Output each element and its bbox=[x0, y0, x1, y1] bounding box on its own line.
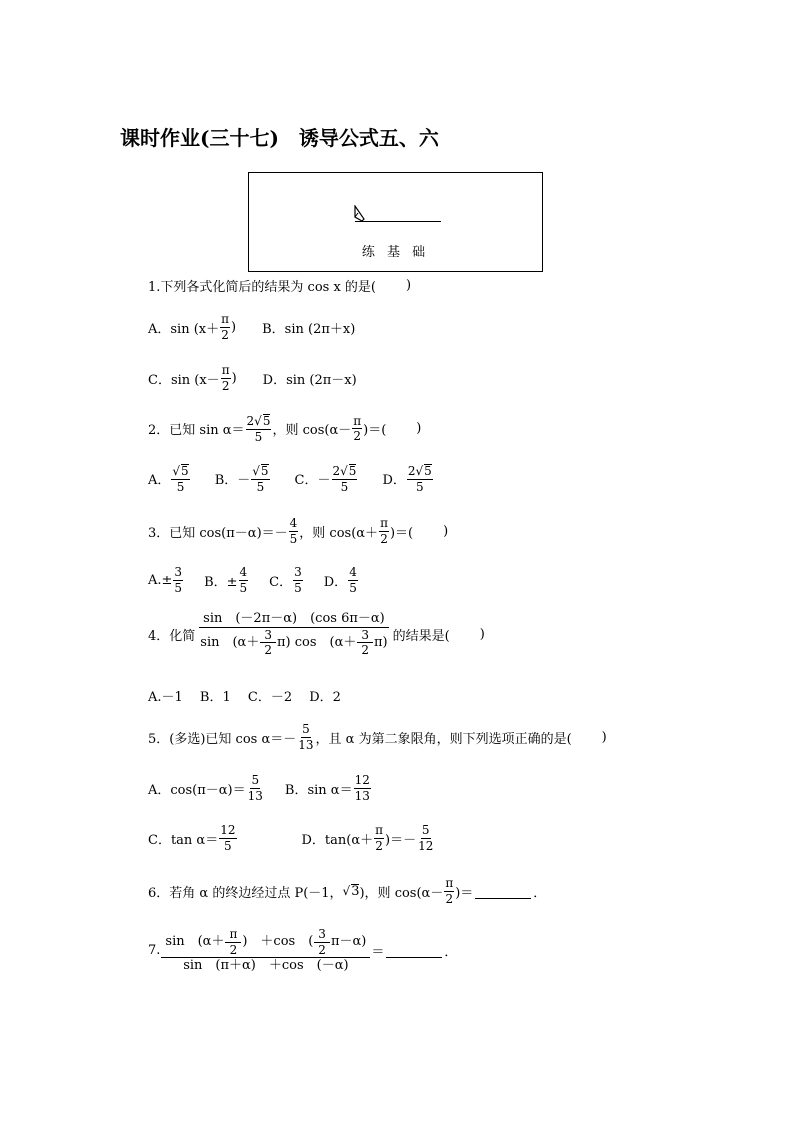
question-3-options bbox=[148, 566, 359, 594]
question-3: 3．已知 cos(π－α)＝－ $\frac{4}{5}$ ，则 cos(α＋ $\frac{\pi}{2}$ )＝( ) bbox=[148, 516, 449, 546]
section-rule bbox=[355, 221, 441, 222]
section-label: 练 基 础 bbox=[361, 245, 430, 260]
question-5: 5．(多选)已知 cos α＝－ $\frac{5}{13}$ ，且 α 为第二象限角，则下列选项正确的是( ) bbox=[148, 722, 607, 752]
question-1-options-ab bbox=[148, 313, 355, 341]
question-2-options bbox=[148, 464, 434, 493]
question-4-options: A.－1 B．1 C．－2 D．2 bbox=[148, 690, 341, 705]
answer-blank[interactable] bbox=[475, 884, 531, 899]
question-1: 1.下列各式化简后的结果为 cos x 的是( ) bbox=[148, 278, 412, 295]
option-d: D．tan(α＋ $\frac{\pi}{2}$ )＝－ $\frac{5}{12}$ bbox=[301, 823, 434, 853]
question-5-options-cd bbox=[148, 824, 435, 852]
option-b: B．sin (2π＋x) bbox=[262, 321, 356, 337]
option-b: B．sin α＝ $\frac{12}{13}$ bbox=[284, 773, 370, 803]
answer-blank[interactable] bbox=[386, 943, 442, 958]
option-d: D．sin (2π－x) bbox=[262, 372, 357, 388]
option-a: A．cos(π－α)＝ $\frac{5}{13}$ bbox=[148, 773, 263, 803]
option-d: D． $\frac{4}{5}$ bbox=[323, 565, 357, 595]
option-c: C． $\frac{3}{5}$ bbox=[269, 565, 302, 595]
option-c: C．－ $\frac{2√5}{5}$ bbox=[294, 464, 357, 494]
option-b: B．± $\frac{4}{5}$ bbox=[204, 565, 248, 595]
option-a: A.± $\frac{3}{5}$ bbox=[148, 565, 183, 595]
question-7: 7. sin (α＋ $\frac{\pi}{2}$ ) ＋cos ( $\frac{3}{2}$ π－α) sin (π＋α) ＋cos (－α) ＝ ． bbox=[148, 927, 458, 974]
question-4: 4．化简 sin (－2π－α) (cos 6π－α) sin (α＋ $\frac{3}{2}$ π) cos (α＋ $\frac{3}{2}$ π) 的结果是( ) bbox=[148, 611, 485, 658]
option-c: C．tan α＝ $\frac{12}{5}$ bbox=[148, 823, 236, 853]
option-b: B．－ $\frac{√5}{5}$ bbox=[214, 464, 269, 494]
section-box bbox=[248, 172, 543, 272]
question-2: 2．已知 sin α＝ $\frac{2√5}{5}$ ，则 cos(α－ $\frac{\pi}{2}$ )＝( ) bbox=[148, 413, 422, 444]
option-d: D． $\frac{2√5}{5}$ bbox=[382, 464, 432, 494]
option-a: A．sin (x＋ $\frac{\pi}{2}$ ) bbox=[148, 312, 237, 342]
q4-expression: sin (－2π－α) (cos 6π－α) sin (α＋ $\frac{3}{2}$ π) cos (α＋ $\frac{3}{2}$ π) bbox=[200, 611, 388, 658]
page-title: 课时作业(三十七) 诱导公式五、六 bbox=[120, 126, 439, 150]
option-a: A． $\frac{√5}{5}$ bbox=[148, 464, 189, 494]
option-c: C．sin (x－ $\frac{\pi}{2}$ ) bbox=[148, 363, 237, 393]
q7-expression: sin (α＋ $\frac{\pi}{2}$ ) ＋cos ( $\frac{3}{2}$ π－α) sin (π＋α) ＋cos (－α) bbox=[161, 928, 370, 973]
question-6: 6．若角 α 的终边经过点 P(－1， √ 3 )，则 cos(α－ $\frac{\pi}{2}$ )＝ ． bbox=[148, 876, 547, 906]
question-5-options-ab bbox=[148, 774, 372, 802]
question-1-options-cd bbox=[148, 364, 357, 392]
